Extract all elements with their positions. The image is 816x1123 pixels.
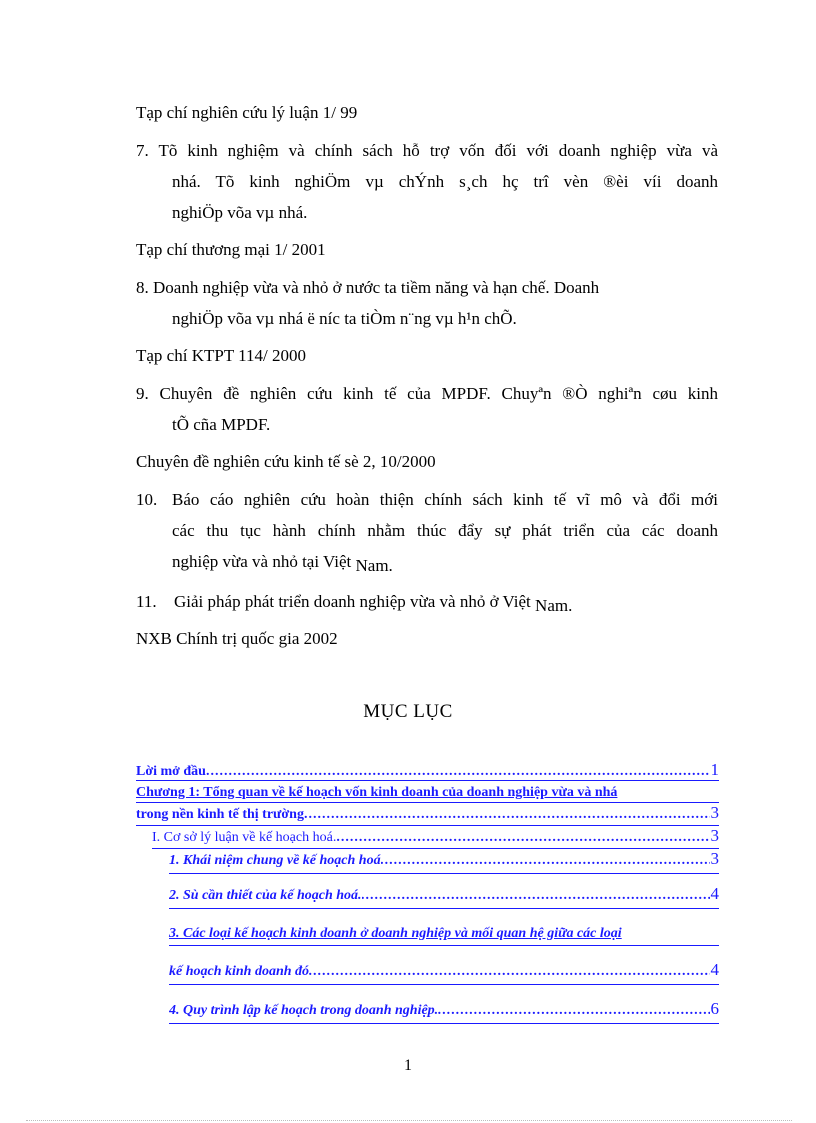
reference-number: 11. bbox=[136, 592, 157, 611]
reference-text: Doanh nghiệp vừa và nhỏ ở nước ta tiềm năng và hạn chế. Doanh bbox=[153, 278, 600, 297]
reference-number: 8. bbox=[136, 278, 149, 297]
toc-entry-link[interactable]: trong nền kinh tế thị trường bbox=[136, 807, 304, 822]
toc-entry-link[interactable]: 2. Sù cần thiết của kế hoạch hoá. bbox=[169, 888, 362, 903]
reference-text: Chuyên đề nghiên cứu kinh tế của MPDF. Chuyªn ®Ò nghiªn cøu kinh bbox=[159, 384, 718, 403]
reference-source: Tạp chí thương mại 1/ 2001 bbox=[136, 240, 326, 259]
toc-entry-1-1[interactable] bbox=[169, 849, 719, 874]
toc-entry-chapter-1-cont[interactable] bbox=[136, 803, 719, 826]
toc-page-number: 1 bbox=[710, 760, 719, 779]
toc-entry-section-1[interactable] bbox=[152, 826, 719, 849]
toc-page-number: 4 bbox=[710, 884, 719, 903]
reference-number: 10. bbox=[136, 490, 158, 509]
toc-entry-1-2[interactable] bbox=[169, 884, 719, 909]
toc-entry-link[interactable]: 3. Các loại kế hoạch kinh doanh ở doanh nghiệp và mối quan hệ giữa các loại bbox=[169, 926, 622, 941]
reference-item-7 bbox=[136, 135, 718, 228]
toc-entry-link[interactable]: I. Cơ sở lý luận về kế hoạch hoá. bbox=[152, 830, 337, 845]
reference-item-11 bbox=[136, 586, 718, 617]
reference-text: Tõ kinh nghiệm và chính sách hỗ trợ vốn đối với doanh nghiệp vừa và bbox=[158, 141, 718, 160]
toc-entry-link[interactable]: 1. Khái niệm chung về kế hoạch hoá bbox=[169, 853, 381, 868]
reference-source: Tạp chí nghiên cứu lý luận 1/ 99 bbox=[136, 103, 358, 122]
toc-leader-dots bbox=[309, 964, 709, 980]
toc-entry-1-3-cont[interactable] bbox=[169, 960, 719, 985]
reference-text: Nam. bbox=[355, 556, 393, 575]
toc-page-number: 4 bbox=[710, 960, 719, 979]
toc-page-number: 3 bbox=[710, 803, 719, 822]
toc-leader-dots bbox=[381, 853, 710, 869]
reference-source: NXB Chính trị quốc gia 2002 bbox=[136, 629, 338, 648]
toc-entry-intro[interactable] bbox=[136, 760, 719, 781]
reference-text: tÕ cña MPDF. bbox=[172, 415, 271, 434]
toc-entry-link[interactable]: Chương 1: Tổng quan về kế hoạch vốn kinh doanh của doanh nghiệp vừa và nhá bbox=[136, 785, 618, 800]
reference-number: 7. bbox=[136, 141, 149, 160]
reference-text: nghiệp vừa và nhỏ tại Việt bbox=[172, 552, 352, 571]
page-number: 1 bbox=[404, 1057, 412, 1074]
toc-entry-1-4[interactable] bbox=[169, 999, 719, 1024]
reference-list bbox=[136, 100, 718, 661]
toc-leader-dots bbox=[304, 807, 710, 823]
toc-leader-dots bbox=[362, 888, 710, 904]
reference-item-9 bbox=[136, 378, 718, 440]
reference-item-8 bbox=[136, 272, 718, 334]
toc-entry-link[interactable]: 4. Quy trình lập kế hoạch trong doanh nghiệp. bbox=[169, 1003, 439, 1018]
toc-entry-link[interactable]: kế hoạch kinh doanh đó bbox=[169, 964, 310, 979]
reference-source: Tạp chí KTPT 114/ 2000 bbox=[136, 346, 306, 365]
reference-number: 9. bbox=[136, 384, 149, 403]
toc-page-number: 3 bbox=[710, 849, 719, 868]
page-bottom-divider bbox=[26, 1120, 792, 1121]
reference-text: Nam. bbox=[535, 596, 573, 615]
toc-page-number: 3 bbox=[710, 826, 719, 845]
toc-leader-dots bbox=[336, 830, 709, 846]
toc-leader-dots bbox=[206, 764, 710, 780]
toc-entry-chapter-1[interactable] bbox=[136, 784, 719, 803]
reference-text: nghiÖp võa vµ nhá ë níc ta tiÒm n¨ng vµ h¹n chÕ. bbox=[172, 309, 517, 328]
reference-text: các thu tục hành chính nhằm thúc đẩy sự phát triển của các doanh bbox=[172, 521, 718, 540]
toc-entry-link[interactable]: Lời mở đầu bbox=[136, 764, 206, 779]
table-of-contents bbox=[136, 760, 719, 1024]
reference-text: Báo cáo nghiên cứu hoàn thiện chính sách kinh tế vĩ mô và đổi mới bbox=[172, 490, 718, 509]
reference-text: nhá. Tõ kinh nghiÖm vµ chÝnh s¸ch hç trî vèn ®èi víi doanh bbox=[172, 172, 718, 191]
toc-title: MỤC LỤC bbox=[363, 701, 453, 722]
reference-source: Chuyên đề nghiên cứu kinh tế sè 2, 10/2000 bbox=[136, 452, 436, 471]
toc-entry-1-3[interactable] bbox=[169, 925, 719, 946]
reference-text: Giải pháp phát triển doanh nghiệp vừa và nhỏ ở Việt bbox=[174, 592, 531, 611]
reference-item-10 bbox=[136, 484, 718, 577]
toc-leader-dots bbox=[438, 1003, 709, 1019]
reference-text: nghiÖp võa vµ nhá. bbox=[172, 203, 308, 222]
toc-page-number: 6 bbox=[710, 999, 719, 1018]
